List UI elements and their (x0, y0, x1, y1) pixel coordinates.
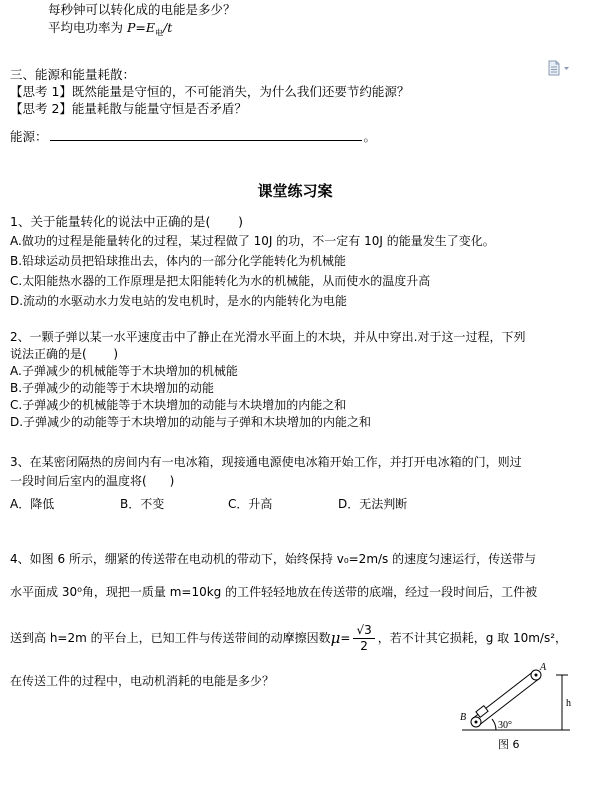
belt-lower-line (478, 678, 540, 726)
power-subscript: 电 (155, 28, 163, 38)
q1-option-b: B.铅球运动员把铅球推出去，体内的一部分化学能转化为机械能 (10, 254, 347, 268)
label-h: h (566, 698, 571, 709)
page-title: 课堂练习案 (257, 182, 333, 200)
bottom-pulley-axle (475, 721, 478, 724)
intro-line-2 (48, 20, 172, 42)
figure-caption: 图 6 (498, 738, 520, 751)
power-tail: /t (163, 20, 173, 35)
q1-option-a: A.做功的过程是能量转化的过程，某过程做了 10J 的功，不一定有 10J 的能量发生了变化。 (10, 234, 495, 248)
intro-line-1: 每秒钟可以转化成的电能是多少？ (48, 2, 236, 17)
q3-option-a: A．降低 (10, 497, 55, 511)
q3-stem-2: 一段时间后室内的温度将( ) (10, 474, 175, 488)
document-icon[interactable] (547, 60, 573, 76)
q4-line-3-post: ，若不计其它损耗，g 取 10m/s²， (377, 630, 568, 645)
fraction-numerator: √3 (353, 623, 374, 639)
q4-line-3-pre: 送到高 h=2m 的平台上，已知工件与传送带间的动摩擦因数 (10, 630, 331, 645)
q2-option-d: D.子弹减少的动能等于木块增加的动能与子弹和木块增加的内能之和 (10, 415, 372, 429)
mu-symbol: μ (330, 628, 341, 647)
energy-blank-line (10, 128, 376, 145)
power-prefix: 平均电功率为 (48, 20, 127, 35)
energy-end: 。 (363, 129, 377, 144)
q3-option-d: D．无法判断 (338, 497, 408, 511)
q2-stem-1: 2、一颗子弹以某一水平速度击中了静止在光滑水平面上的木块，并从中穿出.对于这一过程，下列 (10, 330, 526, 344)
q3-stem-1: 3、在某密闭隔热的房间内有一电冰箱，现接通电源使电冰箱开始工作，并打开电冰箱的门，则过 (10, 455, 522, 469)
angle-label: 30° (498, 720, 512, 731)
label-a: A (540, 662, 547, 673)
angle-arc (492, 719, 496, 730)
power-formula: P=E (126, 20, 155, 35)
q2-stem-2: 说法正确的是( ) (10, 347, 119, 361)
conveyor-belt-figure (452, 662, 578, 756)
q2-option-c: C.子弹减少的机械能等于木块增加的动能与木块增加的内能之和 (10, 398, 347, 412)
q4-line-4: 在传送工件的过程中，电动机消耗的电能是多少？ (10, 674, 275, 688)
q2-option-a: A.子弹减少的机械能等于木块增加的机械能 (10, 364, 238, 378)
q1-stem: 1、关于能量转化的说法中正确的是( ) (10, 214, 244, 229)
q4-line-2: 水平面成 30⁰角，现把一质量 m=10kg 的工件轻轻地放在传送带的底端，经过一段时间后，工件被 (10, 585, 538, 599)
think-2: 【思考 2】能量耗散与能量守恒是否矛盾？ (10, 101, 247, 116)
section3-heading: 三、能源和能量耗散： (10, 67, 136, 82)
q1-option-d: D.流动的水驱动水力发电站的发电机时，是水的内能转化为电能 (10, 294, 348, 308)
equals-sign: = (340, 630, 351, 645)
q4-line-3 (10, 616, 567, 660)
q3-option-c: C．升高 (228, 497, 273, 511)
energy-label: 能源： (10, 129, 48, 144)
q2-option-b: B.子弹减少的动能等于木块增加的动能 (10, 381, 215, 395)
friction-fraction (353, 623, 374, 654)
think-1: 【思考 1】既然能量是守恒的，不可能消失，为什么我们还要节约能源？ (10, 84, 410, 99)
answer-blank[interactable] (50, 128, 362, 141)
fraction-denominator: 2 (360, 638, 368, 653)
q1-option-c: C.太阳能热水器的工作原理是把太阳能转化为水的机械能，从而使水的温度升高 (10, 274, 431, 288)
q3-option-b: B．不变 (120, 497, 165, 511)
label-b: B (460, 712, 467, 723)
q4-line-1: 4、如图 6 所示，绷紧的传送带在电动机的带动下，始终保持 v₀=2m/s 的速度匀速运行，传送带与 (10, 552, 537, 566)
top-pulley-axle (535, 674, 538, 677)
